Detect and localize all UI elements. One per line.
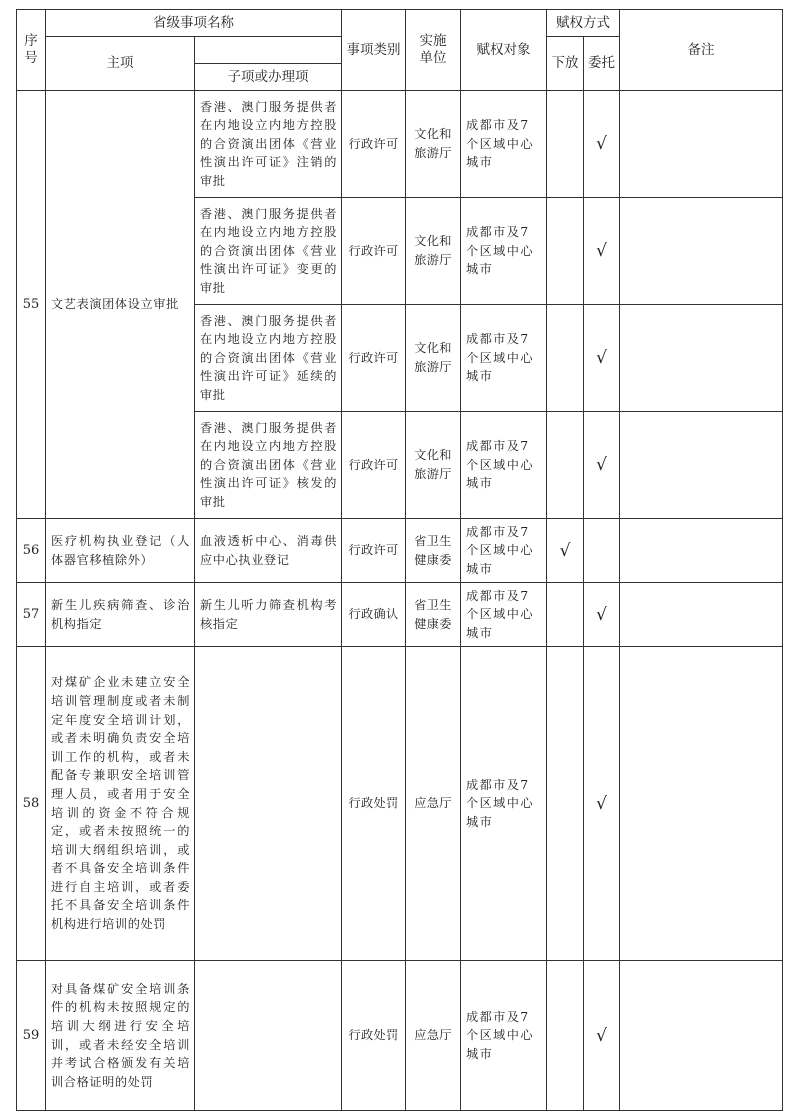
header-main-item: 主项 — [46, 37, 195, 91]
header-method-group: 赋权方式 — [547, 10, 620, 37]
sub-item-cell: 香港、澳门服务提供者在内地设立内地方控股的合资演出团体《营业性演出许可证》变更的审批 — [195, 198, 342, 305]
target-cell: 成都市及7个区域中心城市 — [461, 305, 547, 412]
table-row — [17, 519, 783, 583]
header-category: 事项类别 — [342, 10, 406, 91]
remark-cell — [620, 412, 783, 519]
category-cell: 行政确认 — [342, 583, 406, 647]
check-mark-entrust: √ — [584, 198, 620, 305]
items-table — [16, 9, 783, 1111]
table-row — [17, 91, 783, 198]
check-mark-entrust: √ — [584, 961, 620, 1111]
sub-item-cell: 香港、澳门服务提供者在内地设立内地方控股的合资演出团体《营业性演出许可证》核发的审批 — [195, 412, 342, 519]
table-row — [17, 961, 783, 1111]
header-target: 赋权对象 — [461, 10, 547, 91]
target-cell: 成都市及7个区域中心城市 — [461, 583, 547, 647]
remark-cell — [620, 91, 783, 198]
sub-item-cell — [195, 647, 342, 961]
main-item-cell: 文艺表演团体设立审批 — [46, 91, 195, 519]
remark-cell — [620, 961, 783, 1111]
category-cell: 行政许可 — [342, 412, 406, 519]
category-cell: 行政处罚 — [342, 961, 406, 1111]
devolve-cell — [547, 412, 584, 519]
category-cell: 行政处罚 — [342, 647, 406, 961]
unit-cell: 文化和 旅游厅 — [406, 305, 461, 412]
unit-cell: 文化和 旅游厅 — [406, 198, 461, 305]
header-item-name-group: 省级事项名称 — [46, 10, 342, 37]
check-mark-entrust: √ — [584, 91, 620, 198]
unit-cell: 省卫生 健康委 — [406, 519, 461, 583]
target-cell: 成都市及7个区域中心城市 — [461, 961, 547, 1111]
check-mark-entrust: √ — [584, 305, 620, 412]
header-entrust: 委托 — [584, 37, 620, 91]
target-cell: 成都市及7个区域中心城市 — [461, 198, 547, 305]
target-cell: 成都市及7个区域中心城市 — [461, 519, 547, 583]
sub-item-cell: 香港、澳门服务提供者在内地设立内地方控股的合资演出团体《营业性演出许可证》注销的审批 — [195, 91, 342, 198]
header-unit: 实施 单位 — [406, 10, 461, 91]
sub-item-cell: 新生儿听力筛查机构考核指定 — [195, 583, 342, 647]
remark-cell — [620, 583, 783, 647]
remark-cell — [620, 519, 783, 583]
row-seq: 58 — [17, 647, 46, 961]
unit-cell: 省卫生 健康委 — [406, 583, 461, 647]
sub-item-cell: 香港、澳门服务提供者在内地设立内地方控股的合资演出团体《营业性演出许可证》延续的审批 — [195, 305, 342, 412]
main-item-cell: 新生儿疾病筛查、诊治机构指定 — [46, 583, 195, 647]
devolve-cell — [547, 91, 584, 198]
devolve-cell — [547, 198, 584, 305]
table-row — [17, 647, 783, 961]
row-seq: 56 — [17, 519, 46, 583]
check-mark-entrust: √ — [584, 647, 620, 961]
row-seq: 59 — [17, 961, 46, 1111]
unit-cell: 文化和 旅游厅 — [406, 91, 461, 198]
devolve-cell — [547, 961, 584, 1111]
table-row — [17, 583, 783, 647]
target-cell: 成都市及7个区域中心城市 — [461, 412, 547, 519]
sub-item-cell — [195, 961, 342, 1111]
unit-cell: 应急厅 — [406, 961, 461, 1111]
unit-cell: 应急厅 — [406, 647, 461, 961]
remark-cell — [620, 198, 783, 305]
header-remark: 备注 — [620, 10, 783, 91]
remark-cell — [620, 305, 783, 412]
category-cell: 行政许可 — [342, 519, 406, 583]
row-seq: 57 — [17, 583, 46, 647]
main-item-cell: 对煤矿企业未建立安全培训管理制度或者未制定年度安全培训计划，或者未明确负责安全培训工作的机构，或者未配备专兼职安全培训管理人员，或者用于安全培训的资金不符合规定，或者未按照统一的培训大纲组织培训，或者不具备安全培训条件进行自主培训，或者委托不具备安全培训条件机构进行培训的处罚 — [46, 647, 195, 961]
target-cell: 成都市及7个区域中心城市 — [461, 91, 547, 198]
check-mark-entrust: √ — [584, 583, 620, 647]
header-spacer — [195, 37, 342, 64]
header-seq: 序 号 — [17, 10, 46, 91]
category-cell: 行政许可 — [342, 91, 406, 198]
main-item-cell: 对具备煤矿安全培训条件的机构未按照规定的培训大纲进行安全培训，或者未经安全培训并考试合格颁发有关培训合格证明的处罚 — [46, 961, 195, 1111]
header-sub-item: 子项或办理项 — [195, 64, 342, 91]
remark-cell — [620, 647, 783, 961]
unit-cell: 文化和 旅游厅 — [406, 412, 461, 519]
devolve-cell — [547, 305, 584, 412]
devolve-cell — [547, 583, 584, 647]
entrust-cell — [584, 519, 620, 583]
main-item-cell: 医疗机构执业登记（人体器官移植除外） — [46, 519, 195, 583]
target-cell: 成都市及7个区域中心城市 — [461, 647, 547, 961]
table-body — [17, 91, 783, 1111]
row-seq: 55 — [17, 91, 46, 519]
sub-item-cell: 血液透析中心、消毒供应中心执业登记 — [195, 519, 342, 583]
devolve-cell — [547, 647, 584, 961]
header-devolve: 下放 — [547, 37, 584, 91]
check-mark-entrust: √ — [584, 412, 620, 519]
category-cell: 行政许可 — [342, 198, 406, 305]
check-mark-devolve: √ — [547, 519, 584, 583]
category-cell: 行政许可 — [342, 305, 406, 412]
